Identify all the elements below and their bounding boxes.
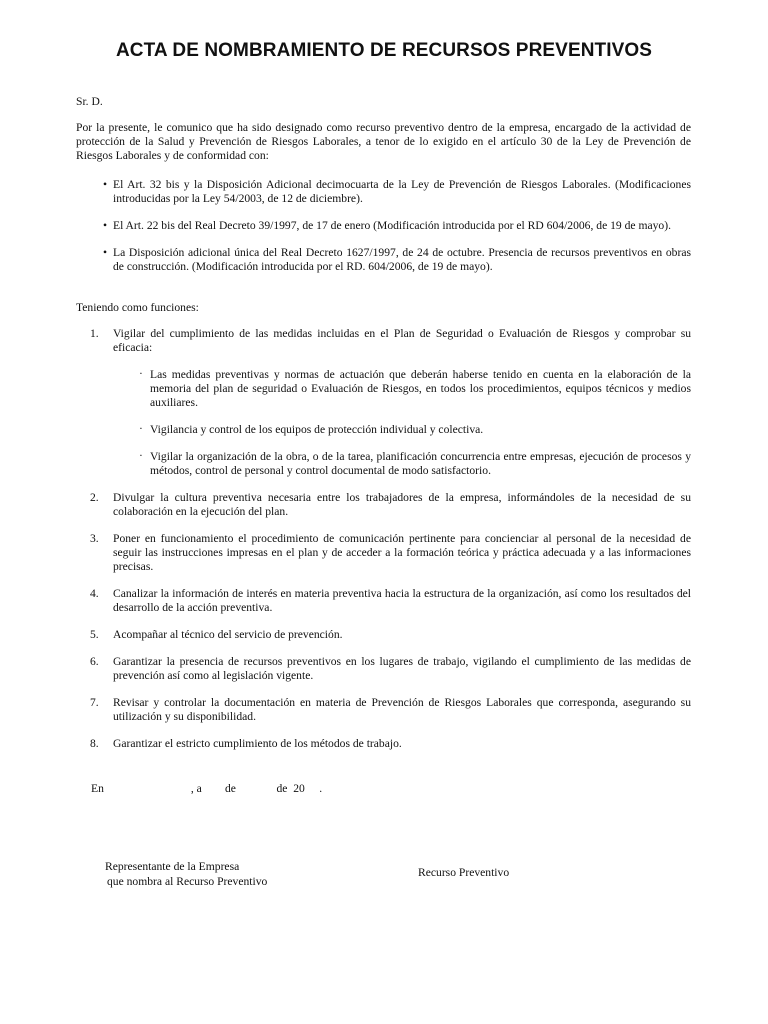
middot-icon: · xyxy=(139,367,143,380)
preventive-resource-signature: Recurso Preventivo xyxy=(418,866,510,879)
company-representative-signature xyxy=(105,859,267,889)
function-number: 7. xyxy=(90,696,99,709)
function-text: Vigilar del cumplimiento de las medidas incluidas en el Plan de Seguridad o Evaluación de Riesgos y comprobar su eficacia: xyxy=(113,327,691,354)
date-line: En , a de de 20 . xyxy=(91,782,323,795)
function-number: 5. xyxy=(90,628,99,641)
function-text: Divulgar la cultura preventiva necesaria entre los trabajadores de la empresa, informándoles de la necesidad de su colaboración en la ejecución del plan. xyxy=(113,491,691,518)
bullet-icon: • xyxy=(103,178,108,191)
functions-heading: Teniendo como funciones: xyxy=(76,301,199,314)
function-subitem xyxy=(113,450,691,478)
function-number: 3. xyxy=(90,532,99,545)
function-item xyxy=(76,491,691,519)
legal-basis-text: El Art. 32 bis y la Disposición Adicional decimocuarta de la Ley de Prevención de Riesgos Laborales. (Modificaciones introducidas por la Ley 54/2003, de 12 de diciembre). xyxy=(113,178,691,205)
function-item xyxy=(76,532,691,574)
legal-basis-item xyxy=(76,246,691,274)
signature-label: Representante de la Empresa xyxy=(105,860,240,873)
function-text: Poner en funcionamiento el procedimiento de comunicación pertinente para concienciar al personal de la necesidad de seguir las instrucciones impresas en el plan y de acceder a la formación teórica y práctica adecuada y a las informaciones precisas. xyxy=(113,532,691,573)
function-text: Garantizar la presencia de recursos preventivos en los lugares de trabajo, vigilando el cumplimiento de las medidas de prevención así como al legislación vigente. xyxy=(113,655,691,682)
bullet-icon: • xyxy=(103,219,108,232)
function-text: Garantizar el estricto cumplimiento de los métodos de trabajo. xyxy=(113,737,402,750)
function-item xyxy=(76,655,691,683)
function-subitem-text: Las medidas preventivas y normas de actuación que deberán haberse tenido en cuenta en la elaboración de la memoria del plan de seguridad o Evaluación de Riesgos, en todos los procedimientos, equipos técnicos y medios auxiliares. xyxy=(150,368,691,409)
function-item xyxy=(76,327,691,478)
function-number: 8. xyxy=(90,737,99,750)
function-item xyxy=(76,628,691,642)
function-text: Revisar y controlar la documentación en materia de Prevención de Riesgos Laborales que corresponda, asegurando su utilización y su disponibilidad. xyxy=(113,696,691,723)
function-number: 4. xyxy=(90,587,99,600)
function-subitem-text: Vigilar la organización de la obra, o de la tarea, planificación concurrencia entre empresas, ejecución de procesos y métodos, control de personal y control documental de modo satisfactorio. xyxy=(150,450,691,477)
bullet-icon: • xyxy=(103,246,108,259)
functions-list xyxy=(76,327,691,764)
legal-basis-list xyxy=(76,178,691,287)
function-subitem-text: Vigilancia y control de los equipos de protección individual y colectiva. xyxy=(150,423,484,436)
function-text: Acompañar al técnico del servicio de prevención. xyxy=(113,628,343,641)
function-number: 6. xyxy=(90,655,99,668)
function-item xyxy=(76,696,691,724)
function-subitem xyxy=(113,368,691,410)
greeting: Sr. D. xyxy=(76,95,103,108)
signature-label: que nombra al Recurso Preventivo xyxy=(107,875,268,888)
middot-icon: · xyxy=(139,422,143,435)
intro-paragraph: Por la presente, le comunico que ha sido designado como recurso preventivo dentro de la empresa, encargado de la actividad de protección de la Salud y Prevención de Riesgos Laborales, a tenor de lo exigido en el artículo 30 de la Ley de Prevención de Riesgos Laborales y de conformidad con: xyxy=(76,121,691,162)
function-subitem xyxy=(113,423,691,437)
function-sublist xyxy=(113,368,691,478)
function-item xyxy=(76,587,691,615)
legal-basis-text: La Disposición adicional única del Real Decreto 1627/1997, de 24 de octubre. Presencia de recursos preventivos en obras de construcción. (Modificación introducida por el RD. 604/2006, de 19 de mayo). xyxy=(113,246,691,273)
legal-basis-text: El Art. 22 bis del Real Decreto 39/1997, de 17 de enero (Modificación introducida por el RD 604/2006, de 19 de mayo). xyxy=(113,219,671,232)
function-number: 1. xyxy=(90,327,99,340)
function-text: Canalizar la información de interés en materia preventiva hacia la estructura de la organización, así como los resultados del desarrollo de la acción preventiva. xyxy=(113,587,691,614)
middot-icon: · xyxy=(139,449,143,462)
document-title: ACTA DE NOMBRAMIENTO DE RECURSOS PREVENTIVOS xyxy=(115,40,653,61)
function-number: 2. xyxy=(90,491,99,504)
legal-basis-item xyxy=(76,178,691,206)
function-item xyxy=(76,737,691,751)
legal-basis-item xyxy=(76,219,691,233)
